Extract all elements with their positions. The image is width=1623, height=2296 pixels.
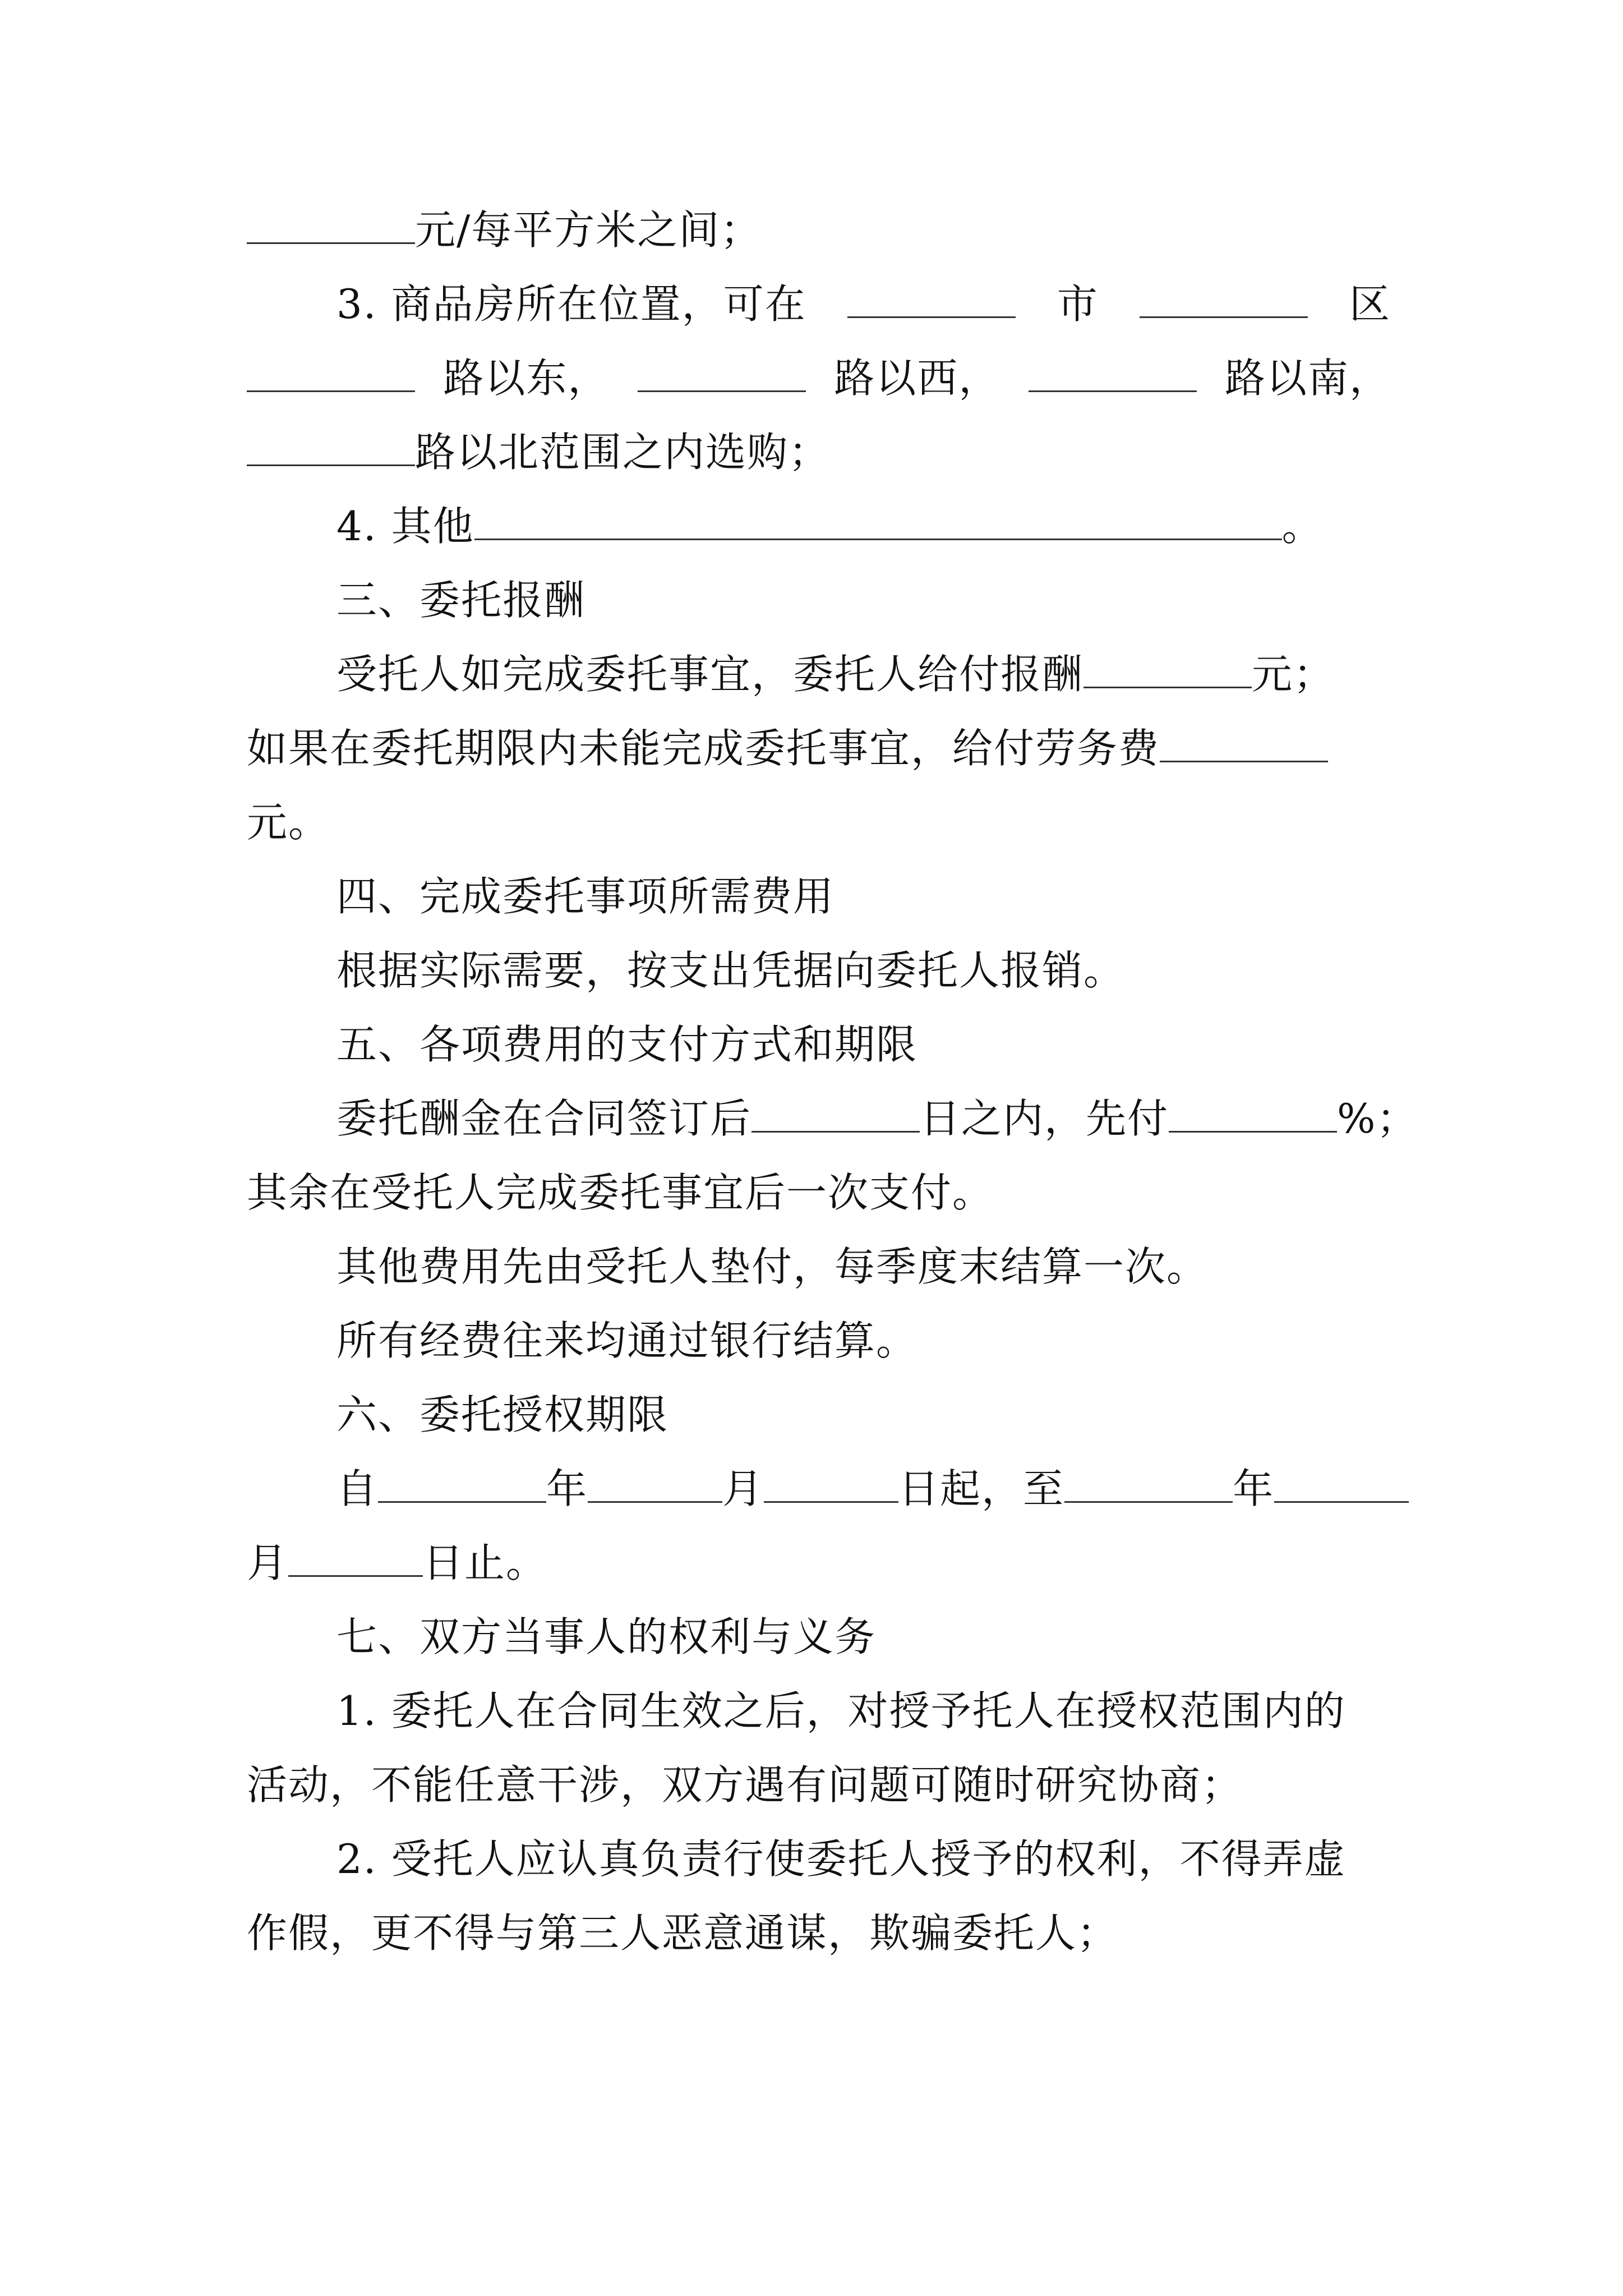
line-location-city: 3. 商品房所在位置，可在 市 区 <box>336 276 1391 332</box>
section-heading: 五、各项费用的支付方式和期限 <box>336 1021 918 1068</box>
paragraph-line: 月 日止。 <box>247 1535 1391 1591</box>
section-heading: 六、委托授权期限 <box>336 1391 669 1438</box>
paragraph-line: 受托人如完成委托事宜，委托人给付报酬 元； <box>336 646 1391 702</box>
blank-field <box>764 1462 898 1503</box>
line-price-range: 元/每平方米之间； <box>247 202 1391 258</box>
blank-field <box>1169 1092 1337 1133</box>
blank-field <box>247 203 415 244</box>
blank-field <box>751 1092 920 1133</box>
section-heading: 七、双方当事人的权利与义务 <box>336 1613 877 1660</box>
blank-field <box>247 425 415 466</box>
blank-field <box>638 351 806 392</box>
line-location-roads: 路以东， 路以西， 路以南， <box>247 350 1391 406</box>
paragraph-line: 自 年 月 日起，至 年 <box>336 1461 1391 1517</box>
blank-field <box>288 1536 423 1577</box>
paragraph-line: 委托酬金在合同签订后 日之内，先付 %； <box>336 1091 1391 1147</box>
blank-field <box>1140 277 1308 318</box>
paragraph-line: 作假，更不得与第三人恶意通谋，欺骗委托人； <box>247 1910 1119 1957</box>
paragraph-line: 1. 委托人在合同生效之后，对授予托人在授权范围内的 <box>336 1687 1346 1734</box>
blank-field <box>588 1462 722 1503</box>
blank-field <box>1160 721 1328 762</box>
blank-field <box>247 351 415 392</box>
blank-field <box>1083 647 1252 688</box>
line-other: 4. 其他 。 <box>336 498 1391 554</box>
blank-field <box>474 499 1282 540</box>
paragraph-line: 其余在受托人完成委托事宜后一次支付。 <box>247 1169 994 1216</box>
section-heading: 四、完成委托事项所需费用 <box>336 873 835 920</box>
blank-field <box>1274 1462 1409 1503</box>
paragraph-line: 根据实际需要，按支出凭据向委托人报销。 <box>336 947 1126 994</box>
blank-field <box>1064 1462 1233 1503</box>
paragraph-line: 活动，不能任意干涉，双方遇有问题可随时研究协商； <box>247 1761 1243 1809</box>
line-location-north: 路以北范围之内选购； <box>247 424 1391 480</box>
paragraph-line: 其他费用先由受托人垫付，每季度末结算一次。 <box>336 1243 1209 1290</box>
paragraph-line: 2. 受托人应认真负责行使委托人授予的权利，不得弄虚 <box>336 1835 1346 1883</box>
blank-field <box>847 277 1016 318</box>
section-heading: 三、委托报酬 <box>336 577 586 624</box>
paragraph-line: 如果在委托期限内未能完成委托事宜，给付劳务费 <box>247 720 1391 776</box>
paragraph-line: 元。 <box>247 799 330 846</box>
blank-field <box>1029 351 1197 392</box>
blank-field <box>378 1462 546 1503</box>
paragraph-line: 所有经费往来均通过银行结算。 <box>336 1317 918 1364</box>
